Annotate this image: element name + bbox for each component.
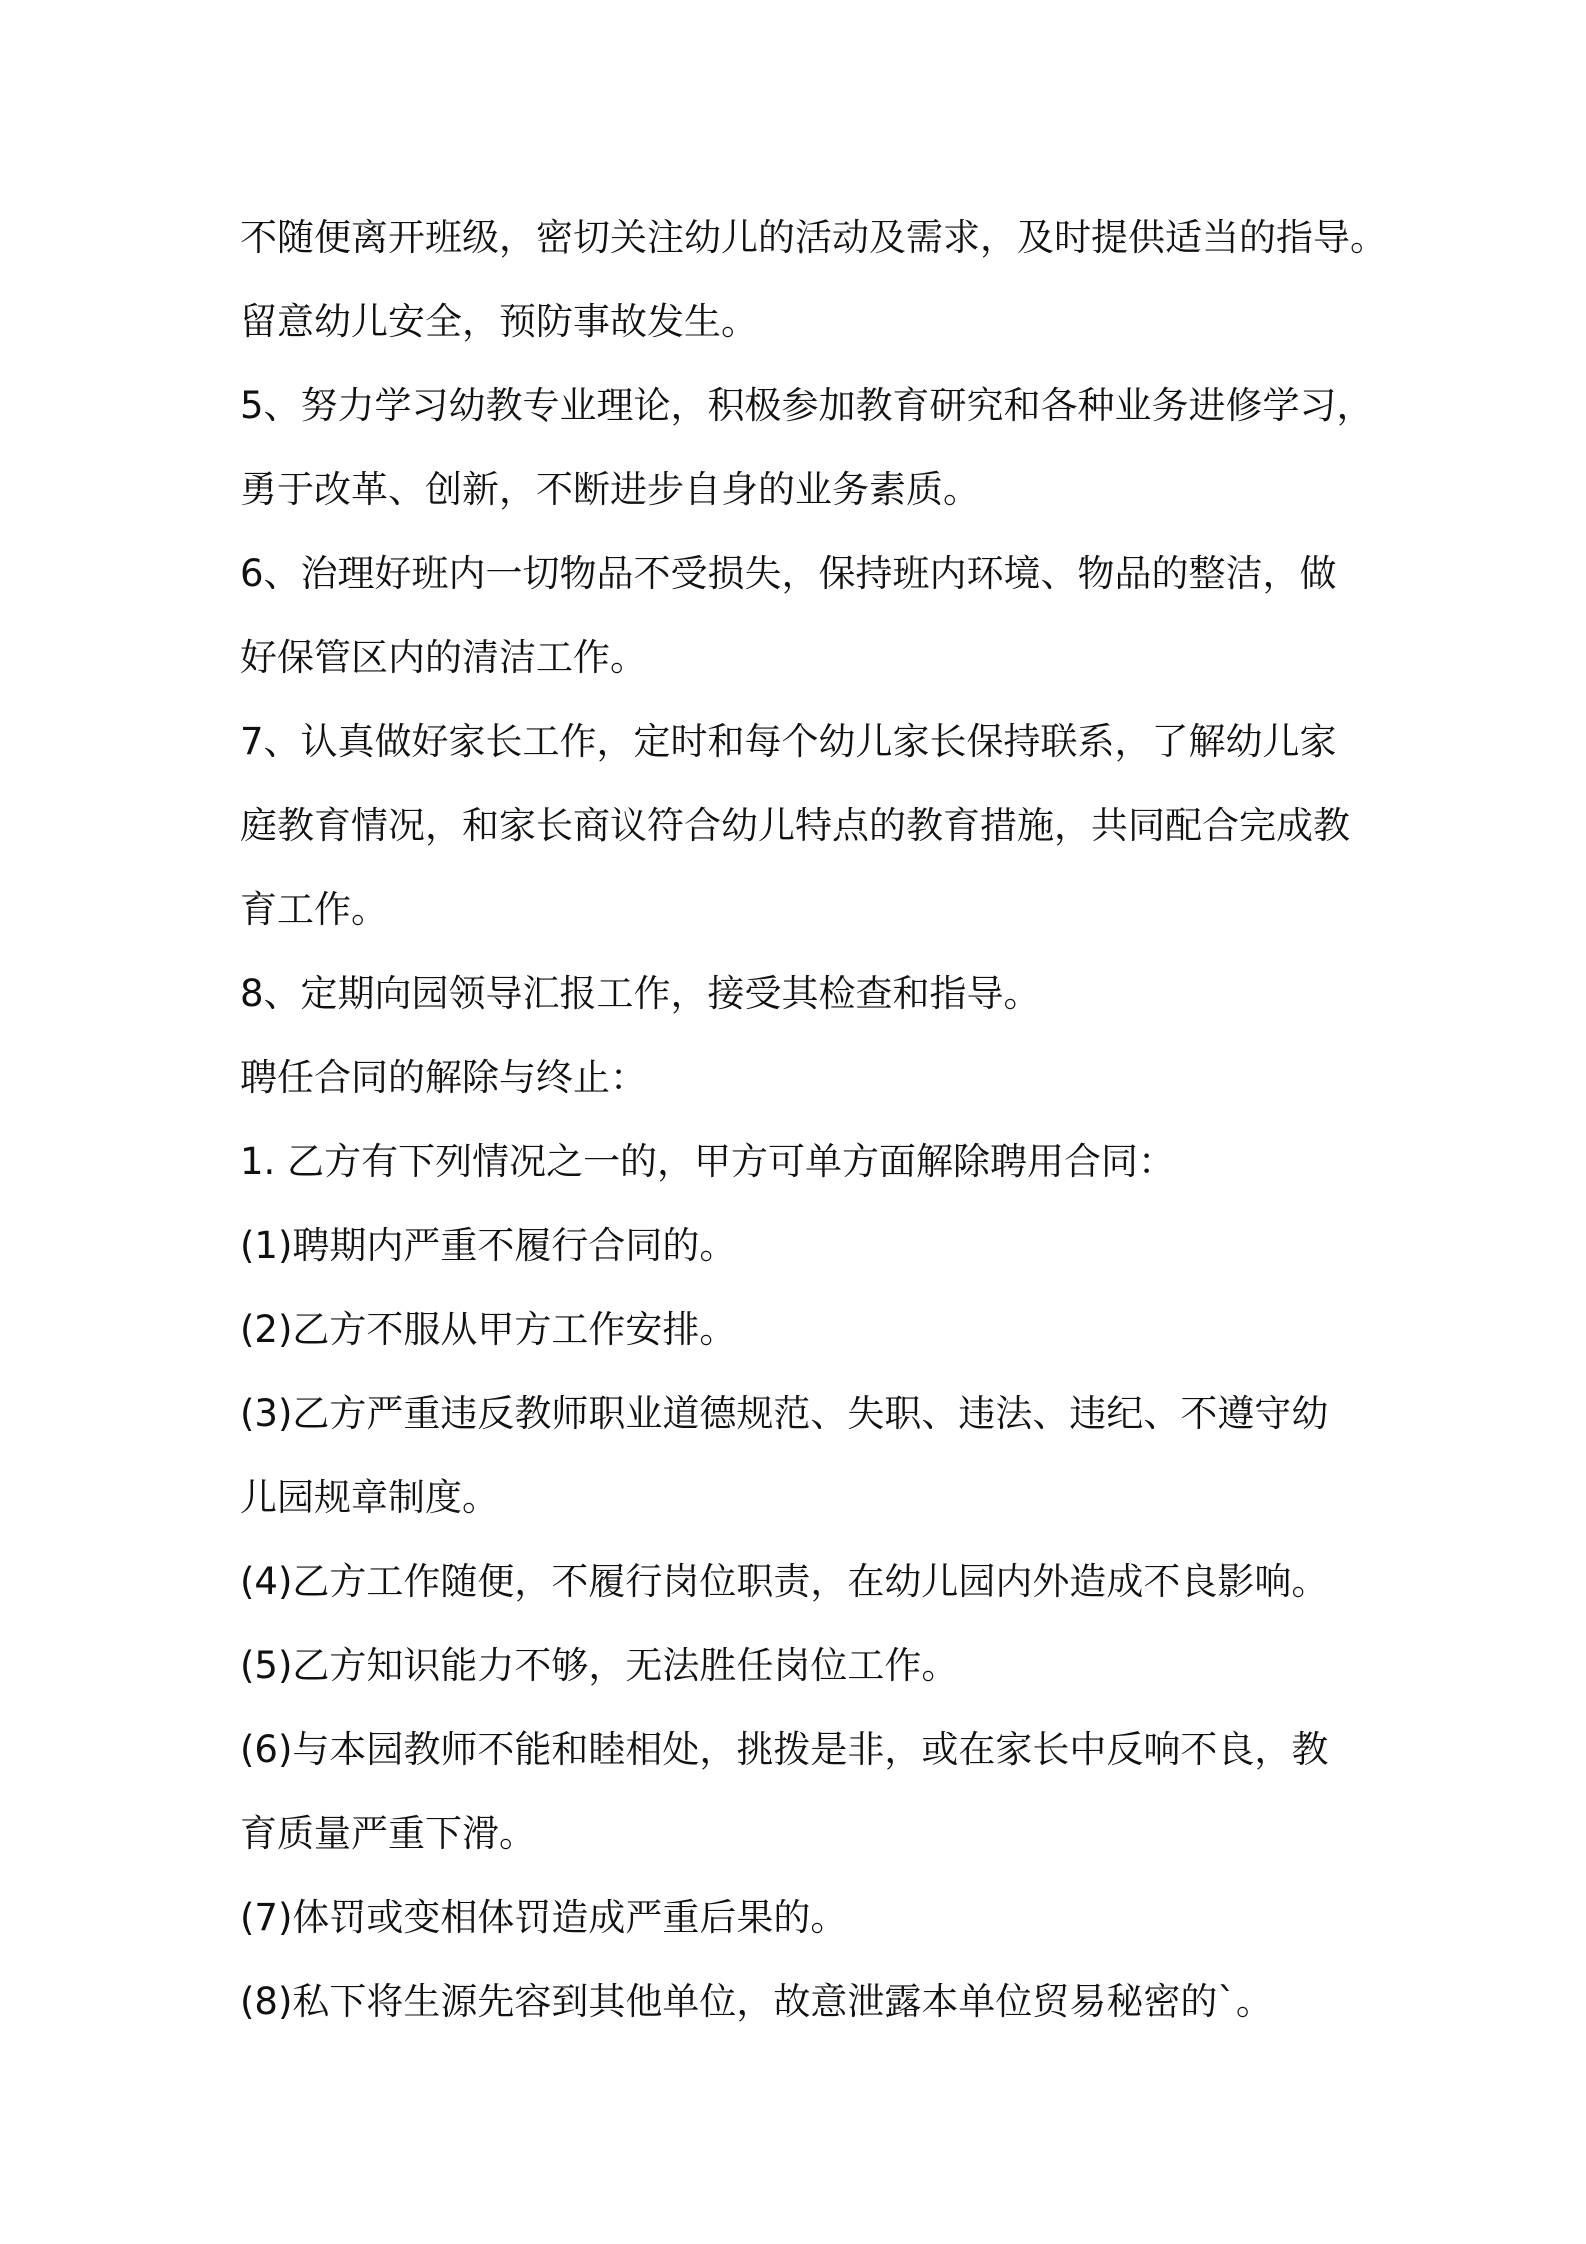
- document-body: [240, 196, 1390, 2044]
- text-line: 育工作。: [240, 888, 388, 931]
- text-line: 1. 乙方有下列情况之一的，甲方可单方面解除聘用合同：: [240, 1140, 1176, 1183]
- text-line: 好保管区内的清洁工作。: [240, 636, 647, 679]
- text-line: 不随便离开班级，密切关注幼儿的活动及需求，及时提供适当的指导。: [240, 216, 1387, 259]
- text-line: (7)体罚或变相体罚造成严重后果的。: [240, 1896, 848, 1939]
- text-line: 6、治理好班内一切物品不受损失，保持班内环境、物品的整洁，做: [240, 552, 1337, 595]
- text-line: (4)乙方工作随便，不履行岗位职责，在幼儿园内外造成不良影响。: [240, 1560, 1329, 1603]
- text-line: 勇于改革、创新，不断进步自身的业务素质。: [240, 468, 980, 511]
- text-line: 留意幼儿安全，预防事故发生。: [240, 300, 758, 343]
- text-line: 育质量严重下滑。: [240, 1812, 536, 1855]
- text-line: 5、努力学习幼教专业理论，积极参加教育研究和各种业务进修学习，: [240, 384, 1374, 427]
- text-line: 庭教育情况，和家长商议符合幼儿特点的教育措施，共同配合完成教: [240, 804, 1350, 847]
- text-line: 7、认真做好家长工作，定时和每个幼儿家长保持联系，了解幼儿家: [240, 720, 1337, 763]
- section-heading: 聘任合同的解除与终止：: [240, 1056, 647, 1099]
- text-line: 儿园规章制度。: [240, 1476, 499, 1519]
- text-line: (3)乙方严重违反教师职业道德规范、失职、违法、违纪、不遵守幼: [240, 1392, 1329, 1435]
- text-line: (1)聘期内严重不履行合同的。: [240, 1224, 737, 1267]
- text-line: (8)私下将生源先容到其他单位，故意泄露本单位贸易秘密的`。: [240, 1980, 1273, 2023]
- text-line: (2)乙方不服从甲方工作安排。: [240, 1308, 737, 1351]
- text-line: (6)与本园教师不能和睦相处，挑拨是非，或在家长中反响不良，教: [240, 1728, 1329, 1771]
- text-line: 8、定期向园领导汇报工作，接受其检查和指导。: [240, 972, 1041, 1015]
- text-line: (5)乙方知识能力不够，无法胜任岗位工作。: [240, 1644, 959, 1687]
